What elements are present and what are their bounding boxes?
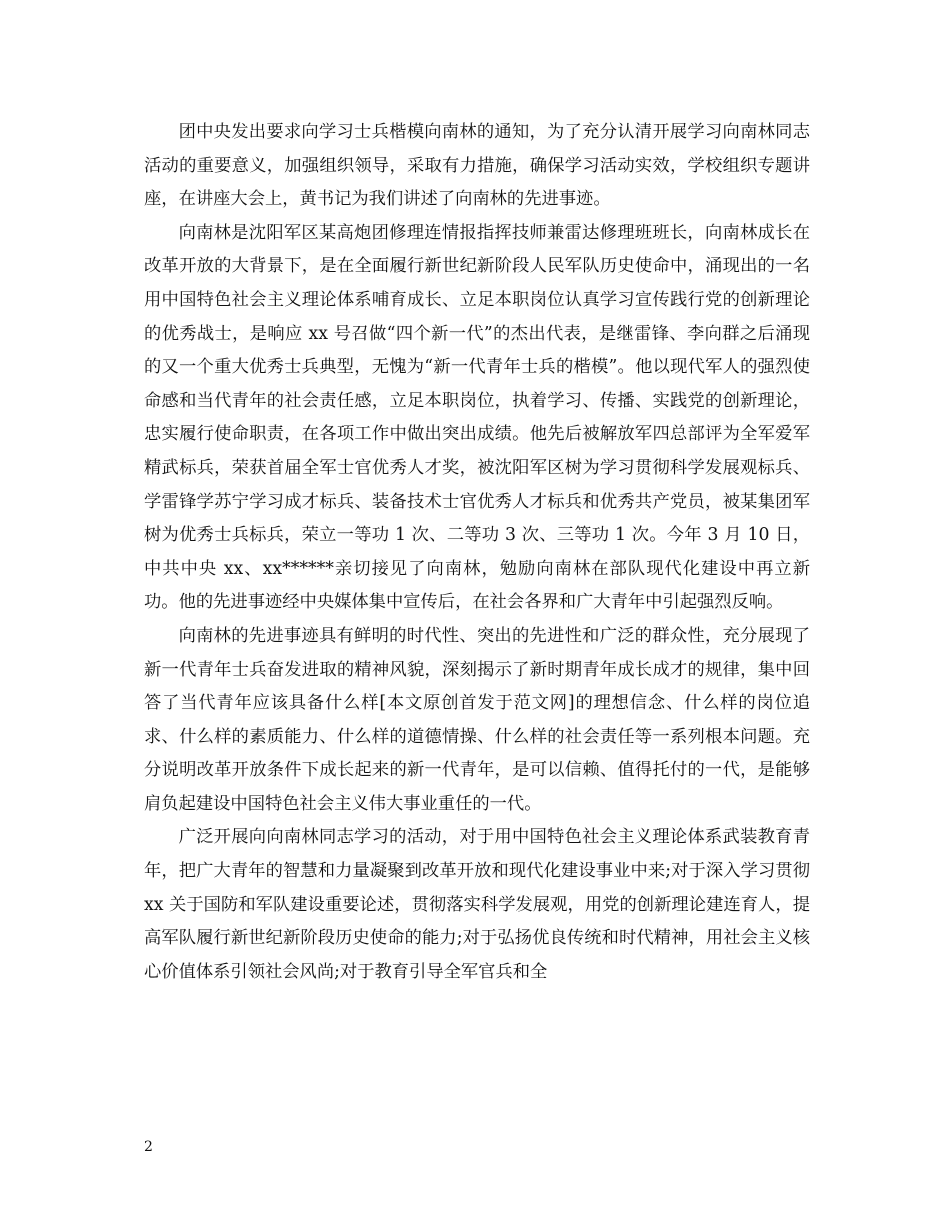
paragraph-2: 向南林是沈阳军区某高炮团修理连情报指挥技师兼雷达修理班班长，向南林成长在改革开放的大背景下，是在全面履行新世纪新阶段人民军队历史使命中，涌现出的一名用中国特色社会主义理论体系哺育成长、立足本职岗位认真学习宣传践行党的创新理论的优秀战士，是响应 xx 号召做“四个新一代”的杰出代表，是继雷锋、李向群之后涌现的又一个重大优秀士兵典型，无愧为“新一代青年士兵的楷模”。他以现代军人的强烈使命感和当代青年的社会责任感，立足本职岗位，执着学习、传播、实践党的创新理论，忠实履行使命职责，在各项工作中做出突出成绩。他先后被解放军四总部评为全军爱军精武标兵，荣获首届全军士官优秀人才奖，被沈阳军区树为学习贯彻科学发展观标兵、学雷锋学苏宁学习成才标兵、装备技术士官优秀人才标兵和优秀共产党员，被某集团军树为优秀士兵标兵，荣立一等功 1 次、二等功 3 次、三等功 1 次。今年 3 月 10 日，中共中央 xx、xx******亲切接见了向南林，勉励向南林在部队现代化建设中再立新功。他的先进事迹经中央媒体集中宣传后，在社会各界和广大青年中引起强烈反响。 xyxy=(144,222,810,613)
page-number: 2 xyxy=(144,1139,153,1155)
paragraph-3: 向南林的先进事迹具有鲜明的时代性、突出的先进性和广泛的群众性，充分展现了新一代青年士兵奋发进取的精神风貌，深刻揭示了新时期青年成长成才的规律，集中回答了当代青年应该具备什么样[本文原创首发于范文网]的理想信念、什么样的岗位追求、什么样的素质能力、什么样的道德情操、什么样的社会责任等一系列根本问题。充分说明改革开放条件下成长起来的新一代青年，是可以信赖、值得托付的一代，是能够肩负起建设中国特色社会主义伟大事业重任的一代。 xyxy=(144,625,810,814)
paragraph-4: 广泛开展向向南林同志学习的活动，对于用中国特色社会主义理论体系武装教育青年，把广大青年的智慧和力量凝聚到改革开放和现代化建设事业中来;对于深入学习贯彻 xx 关于国防和军队建设重要论述，贯彻落实科学发展观，用党的创新理论建连育人，提高军队履行新世纪新阶段历史使命的能力;对于弘扬优良传统和时代精神，用社会主义核心价值体系引领社会风尚;对于教育引导全军官兵和全 xyxy=(144,827,810,982)
document-body xyxy=(144,116,810,989)
paragraph-1: 团中央发出要求向学习士兵楷模向南林的通知，为了充分认清开展学习向南林同志活动的重要意义，加强组织领导，采取有力措施，确保学习活动实效，学校组织专题讲座，在讲座大会上，黄书记为我们讲述了向南林的先进事迹。 xyxy=(144,122,810,210)
